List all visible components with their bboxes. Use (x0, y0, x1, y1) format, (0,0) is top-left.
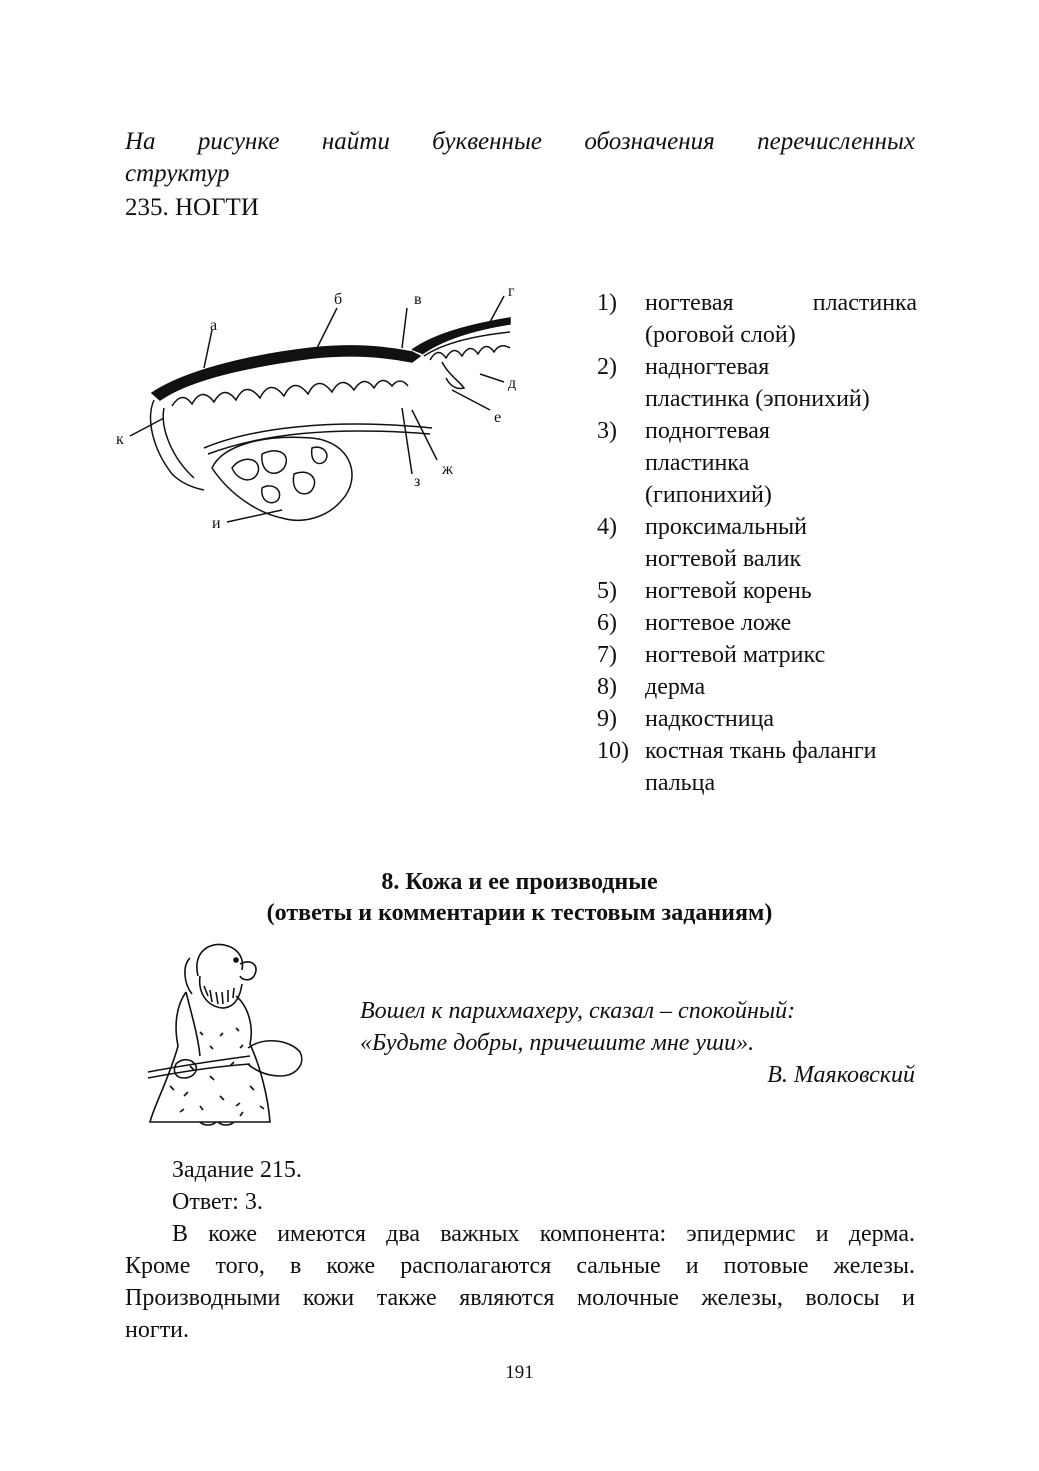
legend-item (597, 511, 917, 575)
bone (212, 437, 352, 520)
section-title: 235. НОГТИ (125, 194, 259, 221)
epigraph-line-1: Вошел к парихмахеру, сказал – спокойный: (360, 998, 796, 1024)
task-number: Задание 215. (172, 1157, 302, 1183)
legend-number: 8) (597, 674, 617, 700)
legend-number: 9) (597, 706, 617, 732)
legend-number: 4) (597, 514, 617, 540)
nail-drawing (130, 296, 510, 522)
legend-text: костная ткань фаланги (645, 738, 877, 764)
legend-item (597, 415, 917, 511)
legend-text: ногтевой валик (645, 546, 802, 572)
proximal-fold (412, 318, 510, 354)
legend-item (597, 735, 917, 799)
instruction-line-1: На рисунке найти буквенные обозначения перечисленных (125, 128, 915, 155)
answer-value: Ответ: 3. (172, 1189, 263, 1215)
chapter-heading: 8. Кожа и ее производные (381, 869, 658, 895)
legend-item (597, 287, 917, 351)
legend-number: 3) (597, 418, 617, 444)
legend-item (597, 575, 917, 607)
legend-text: ногтевая пластинка (645, 290, 917, 316)
figure-label-e: е (494, 409, 502, 426)
explanation-line-4: ногти. (125, 1317, 190, 1343)
nail-cross-section-figure (112, 278, 522, 538)
explanation-line-3: Производными кожи также являются молочные железы, волосы и (125, 1285, 915, 1311)
legend-text: надногтевая (645, 354, 770, 380)
epigraph-line-2: «Будьте добры, причешите мне уши». (360, 1030, 755, 1056)
legend-number: 2) (597, 354, 617, 380)
legend-number: 5) (597, 578, 617, 604)
instruction-line-2: структур (125, 160, 230, 187)
legend-text: ногтевое ложе (645, 610, 792, 636)
legend-text: ногтевой корень (645, 578, 812, 604)
legend-text: надкостница (645, 706, 775, 732)
figure-label-a: а (210, 317, 218, 334)
explanation-line-2: Кроме того, в коже располагаются сальные и потовые железы. (125, 1253, 915, 1279)
figure-label-z: з (414, 473, 421, 490)
legend-text: пластинка (эпонихий) (645, 386, 870, 412)
legend-item (597, 703, 917, 735)
legend-text: пластинка (645, 450, 750, 476)
legend-text: подногтевая (645, 418, 770, 444)
legend-text: (гипонихий) (645, 482, 772, 508)
epigraph-author: В. Маяковский (767, 1062, 915, 1088)
figure-label-g: г (508, 283, 515, 300)
legend-text: пальца (645, 770, 716, 796)
structure-legend (597, 287, 917, 799)
legend-number: 1) (597, 290, 617, 316)
legend-text: ногтевой матрикс (645, 642, 826, 668)
figure-label-v: в (414, 291, 422, 308)
legend-text: проксимальный (645, 514, 808, 540)
legend-item (597, 671, 917, 703)
explanation-line-1: В коже имеются два важных компонента: эпидермис и дерма. (172, 1221, 915, 1247)
caveman-illustration (140, 936, 310, 1131)
figure-label-zh: ж (442, 461, 454, 478)
legend-number: 7) (597, 642, 617, 668)
legend-item (597, 639, 917, 671)
legend-number: 10) (597, 738, 629, 764)
legend-item (597, 607, 917, 639)
figure-label-k: к (116, 431, 124, 448)
legend-number: 6) (597, 610, 617, 636)
legend-text: (роговой слой) (645, 322, 796, 348)
legend-text: дерма (645, 674, 706, 700)
page-number: 191 (505, 1362, 534, 1383)
figure-label-b: б (334, 291, 343, 308)
figure-label-i: и (212, 515, 221, 532)
figure-label-d: д (508, 375, 517, 392)
legend-item (597, 351, 917, 415)
chapter-subheading: (ответы и комментарии к тестовым заданиям) (266, 900, 773, 926)
